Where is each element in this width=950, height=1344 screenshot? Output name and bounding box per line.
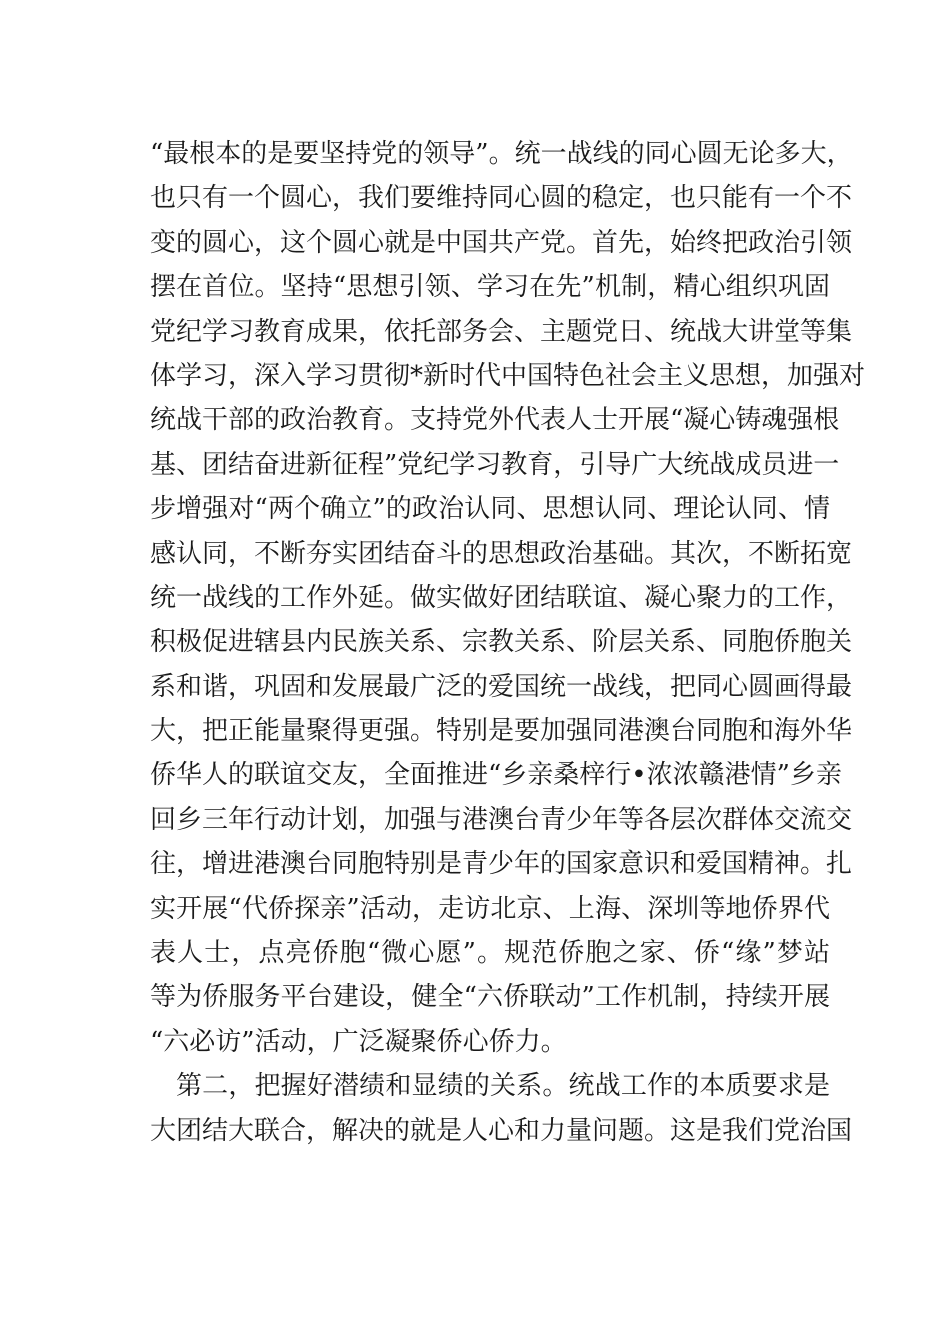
text-line: 也只有一个圆心，我们要维持同心圆的稳定，也只能有一个不 <box>150 183 853 214</box>
text-line: 变的圆心，这个圆心就是中国共产党。首先，始终把政治引领 <box>150 227 853 258</box>
text-line: 大，把正能量聚得更强。特别是要加强同港澳台同胞和海外华 <box>150 716 853 747</box>
text-line: 统战干部的政治教育。支持党外代表人士开展“凝心铸魂强根 <box>150 405 840 436</box>
paragraph-start-line: 第二，把握好潜绩和显绩的关系。统战工作的本质要求是 <box>176 1071 830 1102</box>
text-line: 摆在首位。坚持“思想引领、学习在先”机制，精心组织巩固 <box>150 272 830 303</box>
text-line: 往，增进港澳台同胞特别是青少年的国家意识和爱国精神。扎 <box>150 849 853 880</box>
text-line: 感认同，不断夯实团结奋斗的思想政治基础。其次，不断拓宽 <box>150 538 853 569</box>
body-text <box>150 132 866 1153</box>
paragraph-end-line: “六必访”活动，广泛凝聚侨心侨力。 <box>150 1026 567 1057</box>
text-line: 系和谐，巩固和发展最广泛的爱国统一战线，把同心圆画得最 <box>150 671 853 702</box>
text-line: 实开展“代侨探亲”活动，走访北京、上海、深圳等地侨界代 <box>150 893 830 924</box>
text-line: 基、团结奋进新征程”党纪学习教育，引导广大统战成员进一 <box>150 449 840 480</box>
text-line: 体学习，深入学习贯彻*新时代中国特色社会主义思想，加强对 <box>150 360 866 391</box>
text-line: 步增强对“两个确立”的政治认同、思想认同、理论认同、情 <box>150 494 830 525</box>
text-line: “最根本的是要坚持党的领导”。统一战线的同心圆无论多大， <box>150 139 853 169</box>
text-line: 大团结大联合，解决的就是人心和力量问题。这是我们党治国 <box>150 1115 853 1146</box>
text-line: 党纪学习教育成果，依托部务会、主题党日、统战大讲堂等集 <box>150 316 853 347</box>
text-line: 表人士，点亮侨胞“微心愿”。规范侨胞之家、侨“缘”梦站 <box>150 938 830 969</box>
text-line: 回乡三年行动计划，加强与港澳台青少年等各层次群体交流交 <box>150 804 853 835</box>
text-line: 等为侨服务平台建设，健全“六侨联动”工作机制，持续开展 <box>150 982 830 1013</box>
text-line: 积极促进辖县内民族关系、宗教关系、阶层关系、同胞侨胞关 <box>150 627 853 658</box>
text-line: 统一战线的工作外延。做实做好团结联谊、凝心聚力的工作， <box>150 582 853 613</box>
text-line: 侨华人的联谊交友，全面推进“乡亲桑梓行•浓浓赣港情”乡亲 <box>150 760 842 791</box>
